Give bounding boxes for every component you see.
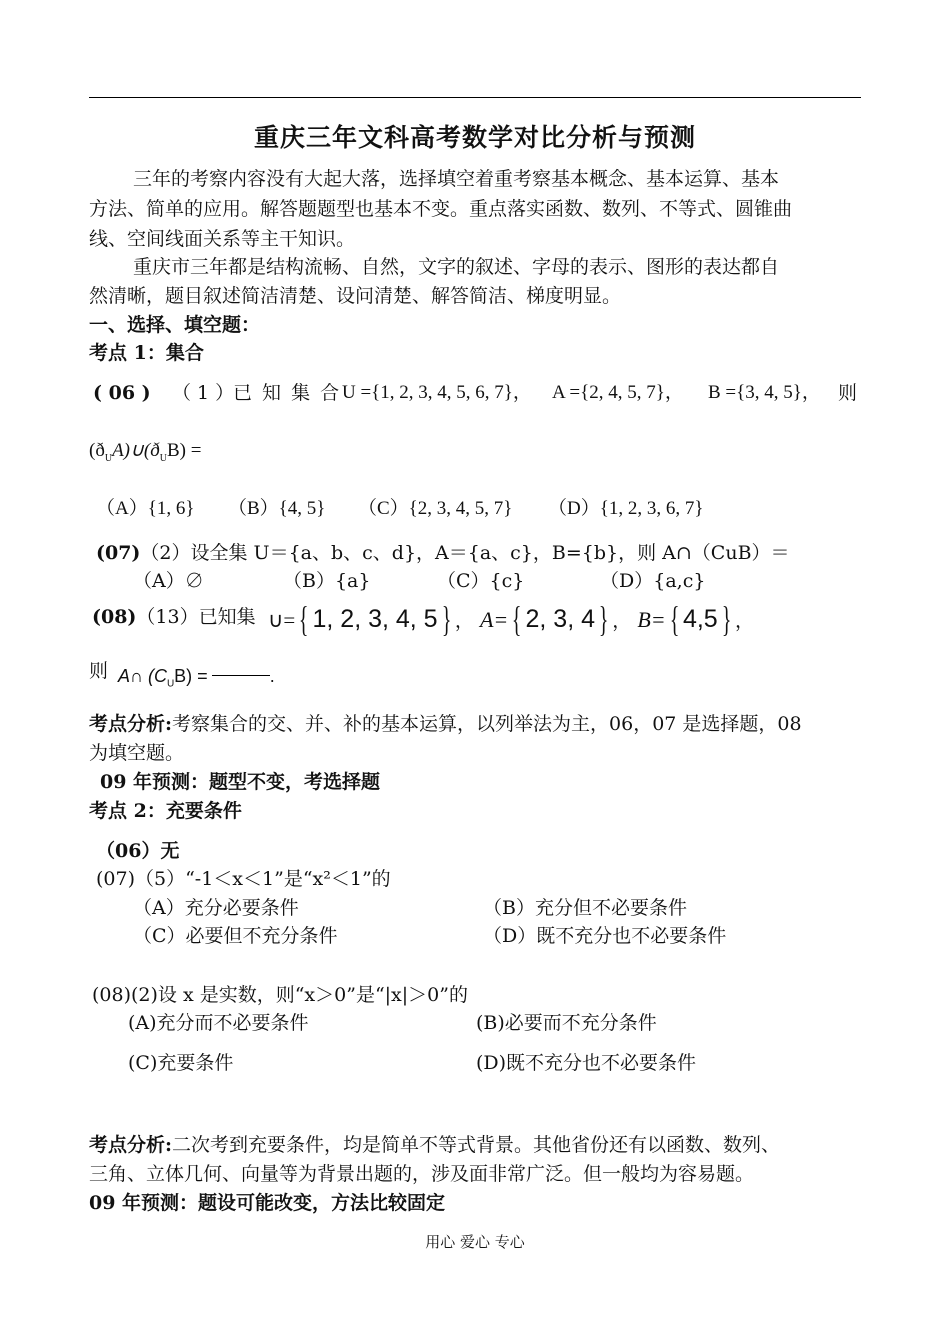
forecast: 09 年预测：题型不变，考选择题 bbox=[100, 771, 381, 793]
analysis-line: 考点分析:考察集合的交、并、补的基本运算，以列举法为主，06，07 是选择题，08 bbox=[89, 713, 802, 735]
option-a: （A）{1, 6} bbox=[96, 498, 195, 519]
analysis-line: 考点分析:二次考到充要条件，均是简单不等式背景。其他省份还有以函数、数列、 bbox=[89, 1134, 781, 1156]
option-c: (C)充要条件 bbox=[128, 1052, 234, 1074]
set-u: U ={1, 2, 3, 4, 5, 6, 7}， bbox=[342, 382, 532, 403]
set-expression: ∪= { 1, 2, 3, 4, 5 } ， A= { 2, 3, 4 } ， B= { 4,5 } ， bbox=[268, 599, 754, 639]
option-c: （C）必要但不充分条件 bbox=[133, 925, 338, 947]
fill-blank-expression: A∩ $(C_UB)$ = . bbox=[118, 666, 275, 690]
question-tag: ( 06 ) bbox=[93, 382, 151, 404]
option-b: (B)必要而不充分条件 bbox=[476, 1012, 657, 1034]
option-d: （D）{a,c} bbox=[600, 570, 706, 592]
header-rule bbox=[89, 97, 861, 98]
set-a: A ={2, 4, 5, 7}， bbox=[552, 382, 684, 403]
question-number: （ 1 ） bbox=[172, 382, 235, 404]
question-stem: (07)（2）设全集 U＝{a、b、c、d}，A＝{a、c}，B={b}，则 A∩（CuB）＝ bbox=[96, 542, 790, 564]
option-a: (A)充分而不必要条件 bbox=[128, 1012, 309, 1034]
answer-blank bbox=[212, 675, 270, 676]
intro-line: 然清晰，题目叙述简洁清楚、设问清楚、解答简洁、梯度明显。 bbox=[89, 285, 622, 307]
question-tag: (08)（13）已知集 bbox=[92, 606, 256, 628]
point-heading: 考点 2：充要条件 bbox=[89, 800, 242, 822]
option-a: （A）∅ bbox=[133, 570, 204, 592]
page-footer: 用心 爱心 专心 bbox=[425, 1233, 525, 1251]
intro-line: 方法、简单的应用。解答题题型也基本不变。重点落实函数、数列、不等式、圆锥曲 bbox=[89, 198, 793, 220]
analysis-line: 为填空题。 bbox=[89, 742, 185, 764]
question-stem: 已 知 集 合 bbox=[233, 382, 342, 404]
question-stem: (07)（5）“-1＜x＜1”是“x²＜1”的 bbox=[96, 868, 391, 890]
question-none: （06）无 bbox=[96, 840, 180, 862]
question-then: 则 bbox=[89, 660, 109, 682]
option-b: （B）{4, 5} bbox=[228, 498, 326, 519]
intro-line: 三年的考察内容没有大起大落，选择填空着重考察基本概念、基本运算、基本 bbox=[133, 168, 780, 190]
option-d: （D）{1, 2, 3, 6, 7} bbox=[548, 498, 704, 519]
option-c: （C）{c} bbox=[437, 570, 525, 592]
option-d: （D）既不充分也不必要条件 bbox=[483, 925, 727, 947]
option-d: (D)既不充分也不必要条件 bbox=[476, 1052, 697, 1074]
forecast: 09 年预测：题设可能改变，方法比较固定 bbox=[89, 1192, 446, 1214]
point-heading: 考点 1：集合 bbox=[89, 342, 204, 364]
analysis-line: 三角、立体几何、向量等为背景出题的，涉及面非常广泛。但一般均为容易题。 bbox=[89, 1163, 755, 1185]
question-expression: $(ð_UA)\cup(ð_UB)$ = bbox=[89, 440, 202, 464]
intro-line: 重庆市三年都是结构流畅、自然，文字的叙述、字母的表示、图形的表达都自 bbox=[133, 256, 780, 278]
question-stem: (08)(2)设 x 是实数，则“x＞0”是“|x|＞0”的 bbox=[92, 984, 468, 1006]
set-b: B ={3, 4, 5}， bbox=[708, 382, 821, 403]
section-heading: 一、选择、填空题： bbox=[89, 314, 261, 336]
question-then: 则 bbox=[838, 382, 858, 404]
page-title: 重庆三年文科高考数学对比分析与预测 bbox=[253, 123, 696, 152]
option-c: （C）{2, 3, 4, 5, 7} bbox=[358, 498, 513, 519]
intro-line: 线、空间线面关系等主干知识。 bbox=[89, 228, 356, 250]
option-b: （B）{a} bbox=[283, 570, 371, 592]
option-a: （A）充分必要条件 bbox=[133, 897, 299, 919]
option-b: （B）充分但不必要条件 bbox=[483, 897, 687, 919]
